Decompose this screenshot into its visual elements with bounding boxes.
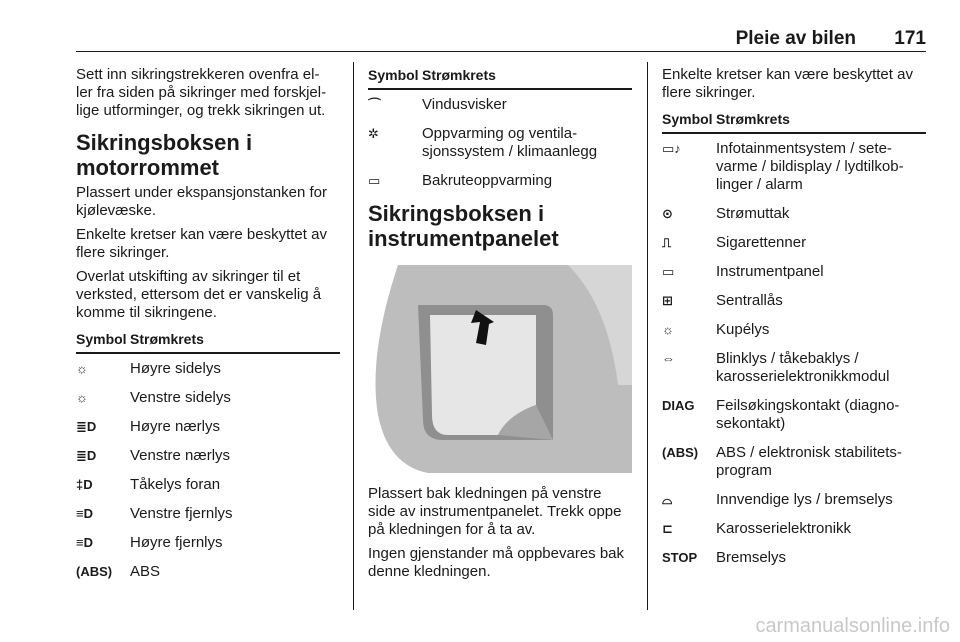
table-row [662,391,926,438]
page-header [76,28,926,52]
column-divider-2 [647,62,648,610]
abs-esp-icon: (ABS) [662,445,699,460]
circuit-label: Sentrallås [716,292,783,309]
table-row [368,166,632,195]
right-low-beam-icon: ≣D [76,419,97,434]
table-row [662,543,926,572]
paragraph: Enkelte kretser kan være beskyttet av flere sikringer. [76,226,327,261]
circuit-label: Høyre nærlys [130,418,221,435]
fan-icon: ✲ [368,126,379,141]
rear-defrost-icon: ▭ [368,173,381,188]
circuit-label: Oppvarming og ventila- sjonssystem / klimaanlegg [422,125,598,160]
fusebox-cover-illustration [368,265,632,473]
table-row [368,119,632,166]
instrument-panel-icon: ▭ [662,264,675,279]
circuit-label: Sigarettenner [716,234,807,251]
infotainment-icon: ▭♪ [662,141,681,156]
interior-brake-light-icon: ⌓ [662,492,673,507]
table-row [662,485,926,514]
circuit-label: Strømuttak [716,205,790,222]
watermark: carmanualsonline.info [755,615,950,637]
table-row [76,499,340,528]
table-row [662,199,926,228]
interior-light-icon: ☼ [662,322,674,337]
circuit-label: Kupélys [716,321,770,338]
left-side-light-icon: ☼ [76,390,88,405]
circuit-label: Venstre nærlys [130,447,231,464]
table-row [662,438,926,485]
circuit-header: Strømkrets [422,67,496,83]
circuit-label: ABS [130,563,161,580]
circuit-label: Karosserielektronikk [716,520,852,537]
page-number: 171 [894,28,926,49]
circuit-header: Strømkrets [130,331,204,347]
symbol-header: Symbol [368,67,419,83]
abs-icon: (ABS) [76,564,113,579]
circuit-label: Bremselys [716,549,787,566]
table-row [76,470,340,499]
column-2 [368,66,632,587]
wiper-icon: ⌒ [368,97,382,112]
table-row [662,228,926,257]
diag-label: DIAG [662,398,695,413]
table-row [76,528,340,557]
turn-signal-icon: ⇔ [662,351,675,366]
right-high-beam-icon: ≡D [76,535,93,550]
symbol-header: Symbol [76,331,127,347]
intro-text: Enkelte kretser kan være beskyttet av flere sikringer. [662,66,913,101]
circuit-label: Infotainmentsystem / sete- varme / bildisplay / lydtilkob- linger / alarm [716,140,904,193]
left-low-beam-icon: ≣D [76,448,97,463]
table-row [662,315,926,344]
body-electronics-icon: ⊏ [662,521,673,536]
table-row [662,514,926,543]
left-high-beam-icon: ≡D [76,506,93,521]
circuit-label: Innvendige lys / bremselys [716,491,893,508]
paragraph: Ingen gjenstander må oppbevares bak denne kledningen. [368,545,625,580]
circuit-label: Bakruteoppvarming [422,172,553,189]
column-divider-1 [353,62,354,610]
circuit-label: Instrumentpanel [716,263,824,280]
circuit-label: Tåkelys foran [130,476,221,493]
circuit-label: Venstre fjernlys [130,505,233,522]
header-title: Pleie av bilen [735,28,856,49]
table-row [76,354,340,383]
circuit-header: Strømkrets [716,111,790,127]
symbol-header: Symbol [662,111,713,127]
circuit-label: Venstre sidelys [130,389,231,406]
table-row [76,412,340,441]
table-row [662,344,926,391]
intro-text: Sett inn sikringstrekkeren ovenfra el- ler fra siden på sikringer med forskjel- lige utforminger, og trekk sikringen ut. [76,66,327,119]
power-outlet-icon: ⊙ [662,206,673,221]
table-header [76,330,340,354]
table-row [76,441,340,470]
cigarette-lighter-icon: ⎍ [662,235,672,250]
central-lock-icon: ⊞ [662,293,673,308]
table-row [76,383,340,412]
table-row [662,286,926,315]
circuit-label: Blinklys / tåkebaklys / karosserielektronikkmodul [716,350,890,385]
front-fog-light-icon: ‡D [76,477,93,492]
circuit-label: Vindusvisker [422,96,507,113]
table-row [368,90,632,119]
table-row [662,134,926,199]
table-header [662,110,926,134]
right-side-light-icon: ☼ [76,361,88,376]
stop-label: STOP [662,550,698,565]
circuit-label: ABS / elektronisk stabilitets- program [716,444,902,479]
section-heading-engine-fusebox: Sikringsboksen i motorrommet [76,130,253,180]
table-header [368,66,632,90]
circuit-label: Feilsøkingskontakt (diagno- sekontakt) [716,397,900,432]
section-heading-panel-fusebox: Sikringsboksen i instrumentpanelet [368,201,559,251]
table-row [76,557,340,586]
paragraph: Plassert under ekspansjonstanken for kjølevæske. [76,184,327,219]
column-1 [76,66,340,586]
table-row [662,257,926,286]
column-3 [662,66,926,572]
paragraph: Overlat utskifting av sikringer til et verksted, ettersom det er vanskelig å komme til sikringene. [76,268,322,321]
circuit-label: Høyre fjernlys [130,534,223,551]
circuit-label: Høyre sidelys [130,360,221,377]
paragraph: Plassert bak kledningen på venstre side av instrumentpanelet. Trekk oppe på kledningen for å ta av. [368,485,622,538]
header-rule [76,51,926,52]
